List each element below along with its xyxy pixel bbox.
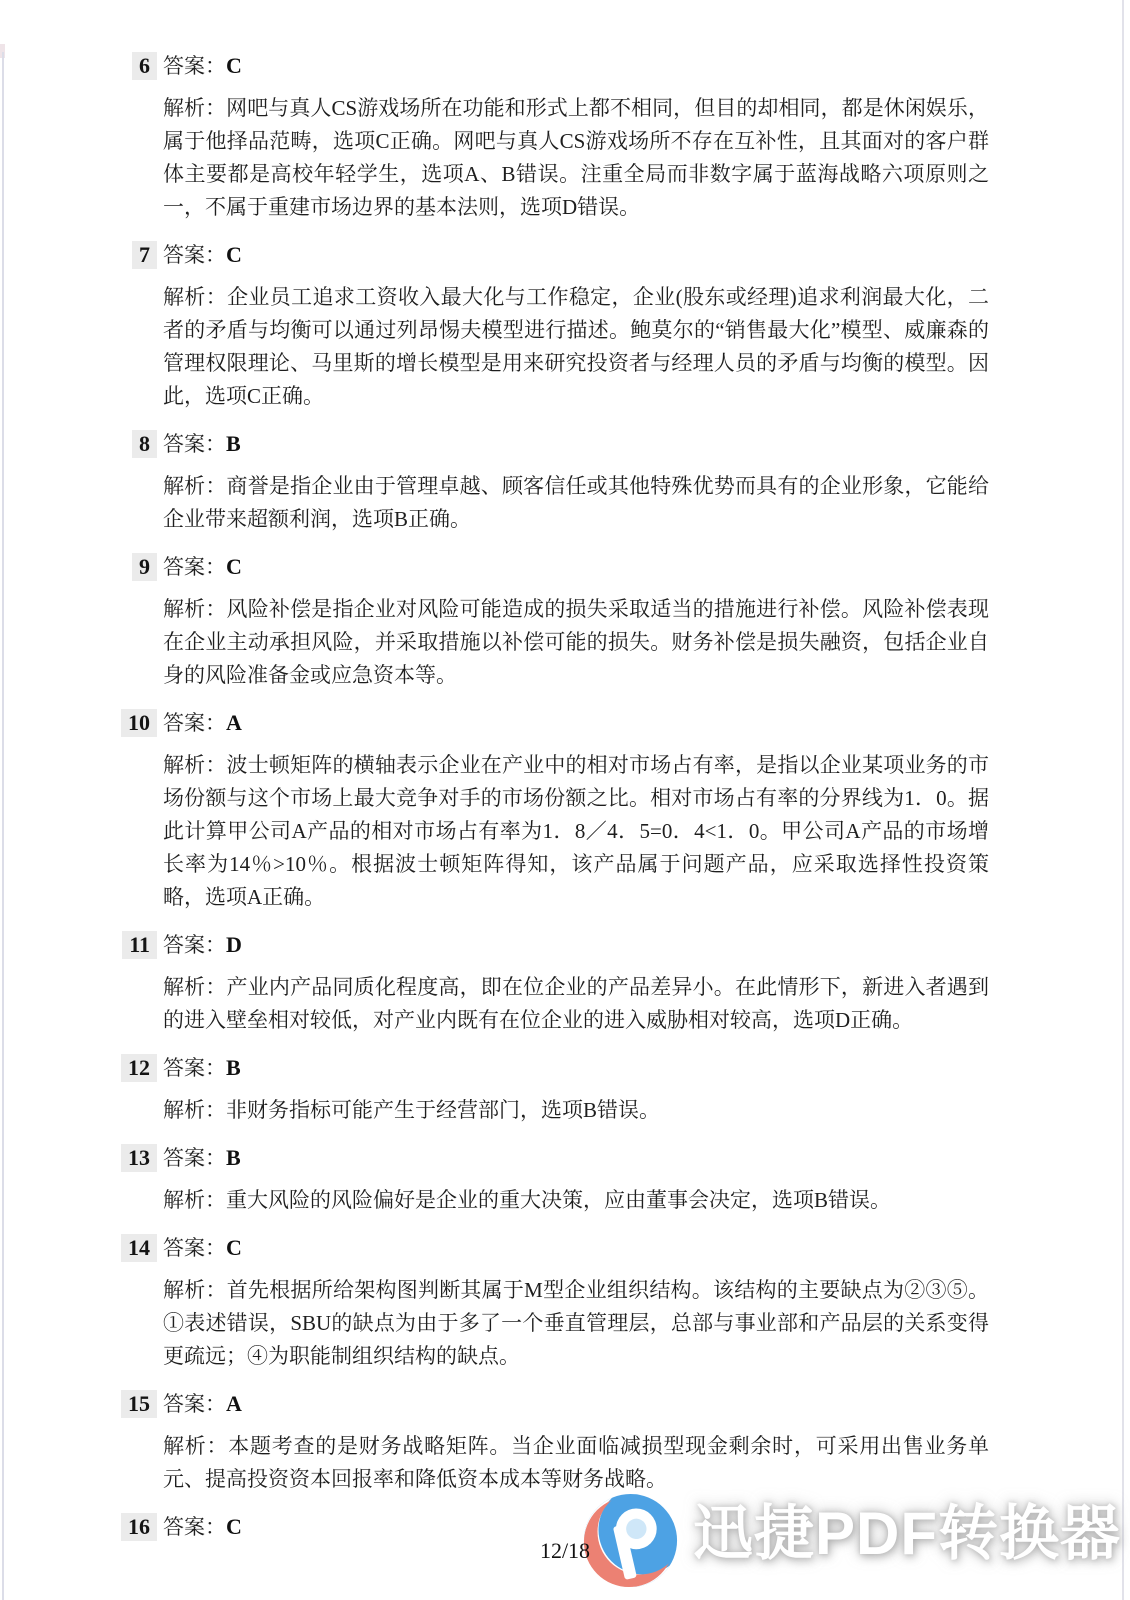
explanation-text: 解析：企业员工追求工资收入最大化与工作稳定，企业(股东或经理)追求利润最大化，二者的矛盾与均衡可以通过列昂惕夫模型进行描述。鲍莫尔的“销售最大化”模型、威廉森的管理权限理论、马里斯的增长模型是用来研究投资者与经理人员的矛盾与均衡的模型。因此，选项C正确。 (163, 285, 989, 408)
explanation-text: 解析：网吧与真人CS游戏场所在功能和形式上都不相同，但目的却相同，都是休闲娱乐，属于他择品范畴，选项C正确。网吧与真人CS游戏场所不存在互补性，且其面对的客户群体主要都是高校年轻学生，选项A、B错误。注重全局而非数字属于蓝海战略六项原则之一，不属于重建市场边界的基本法则，选项D错误。 (163, 96, 989, 219)
answer-value: A (226, 1391, 242, 1416)
question-number-badge: 16 (121, 1513, 157, 1541)
answer-row (122, 239, 990, 269)
question-number-badge: 8 (132, 430, 157, 458)
answer-row (122, 707, 990, 737)
answer-row (122, 1142, 990, 1172)
answer-label: 答案： (163, 555, 226, 579)
answer-key-list (122, 50, 990, 1556)
answer-item (122, 50, 990, 224)
answer-value: C (226, 53, 242, 78)
answer-value: C (226, 1514, 242, 1539)
answer-label: 答案： (163, 432, 226, 456)
answer-row (122, 551, 990, 581)
answer-item (122, 929, 990, 1037)
question-number-badge: 12 (121, 1054, 157, 1082)
answer-value: B (226, 1145, 241, 1170)
answer-row (122, 1052, 990, 1082)
answer-label: 答案： (163, 1392, 226, 1416)
page-number: 12/18 (539, 1538, 591, 1563)
answer-item (122, 1142, 990, 1217)
answer-row (122, 1388, 990, 1418)
explanation-text: 解析：产业内产品同质化程度高，即在位企业的产品差异小。在此情形下，新进入者遇到的进入壁垒相对较低，对产业内既有在位企业的进入威胁相对较高，选项D正确。 (163, 975, 989, 1032)
answer-item (122, 1388, 990, 1496)
question-number-badge: 11 (122, 931, 157, 959)
question-number-badge: 6 (132, 52, 157, 80)
question-number-badge: 15 (121, 1390, 157, 1418)
answer-row (122, 428, 990, 458)
answer-row (122, 1232, 990, 1262)
explanation-text: 解析：风险补偿是指企业对风险可能造成的损失采取适当的措施进行补偿。风险补偿表现在企业主动承担风险，并采取措施以补偿可能的损失。财务补偿是损失融资，包括企业自身的风险准备金或应急资本等。 (163, 597, 989, 687)
question-number-badge: 7 (132, 241, 157, 269)
answer-label: 答案： (163, 243, 226, 267)
page-edge-line-left (2, 52, 4, 1600)
answer-label: 答案： (163, 1515, 226, 1539)
answer-value: C (226, 1235, 242, 1260)
watermark-text: 迅捷PDF转换器 (693, 1500, 1121, 1567)
answer-item (122, 428, 990, 536)
answer-item (122, 239, 990, 413)
answer-label: 答案： (163, 711, 226, 735)
page-edge-line-right (1122, 0, 1124, 1600)
answer-item (122, 1052, 990, 1127)
answer-value: C (226, 242, 242, 267)
answer-label: 答案： (163, 1146, 226, 1170)
explanation-text: 解析：波士顿矩阵的横轴表示企业在产业中的相对市场占有率，是指以企业某项业务的市场份额与这个市场上最大竞争对手的市场份额之比。相对市场占有率的分界线为1．0。据此计算甲公司A产品的相对市场占有率为1．8／4．5=0．4<1．0。甲公司A产品的市场增长率为14％>10％。根据波士顿矩阵得知，该产品属于问题产品，应采取选择性投资策略，选项A正确。 (163, 753, 989, 909)
question-number-badge: 9 (132, 553, 157, 581)
explanation-text: 解析：非财务指标可能产生于经营部门，选项B错误。 (163, 1098, 661, 1122)
answer-label: 答案： (163, 54, 226, 78)
explanation-text: 解析：重大风险的风险偏好是企业的重大决策，应由董事会决定，选项B错误。 (163, 1188, 892, 1212)
answer-value: B (226, 1055, 241, 1080)
question-number-badge: 14 (121, 1234, 157, 1262)
answer-row (122, 929, 990, 959)
answer-value: D (226, 932, 242, 957)
answer-label: 答案： (163, 1236, 226, 1260)
answer-row (122, 50, 990, 80)
explanation-text: 解析：商誉是指企业由于管理卓越、顾客信任或其他特殊优势而具有的企业形象，它能给企业带来超额利润，选项B正确。 (163, 474, 989, 531)
explanation-text: 解析：首先根据所给架构图判断其属于M型企业组织结构。该结构的主要缺点为②③⑤。①表述错误，SBU的缺点为由于多了一个垂直管理层，总部与事业部和产品层的关系变得更疏远；④为职能制组织结构的缺点。 (163, 1278, 989, 1368)
answer-value: B (226, 431, 241, 456)
answer-item (122, 551, 990, 692)
question-number-badge: 13 (121, 1144, 157, 1172)
answer-item (122, 707, 990, 914)
answer-label: 答案： (163, 1056, 226, 1080)
question-number-badge: 10 (121, 709, 157, 737)
answer-item (122, 1232, 990, 1373)
answer-label: 答案： (163, 933, 226, 957)
answer-value: A (226, 710, 242, 735)
explanation-text: 解析：本题考查的是财务战略矩阵。当企业面临减损型现金剩余时，可采用出售业务单元、提高投资资本回报率和降低资本成本等财务战略。 (163, 1434, 989, 1491)
answer-value: C (226, 554, 242, 579)
